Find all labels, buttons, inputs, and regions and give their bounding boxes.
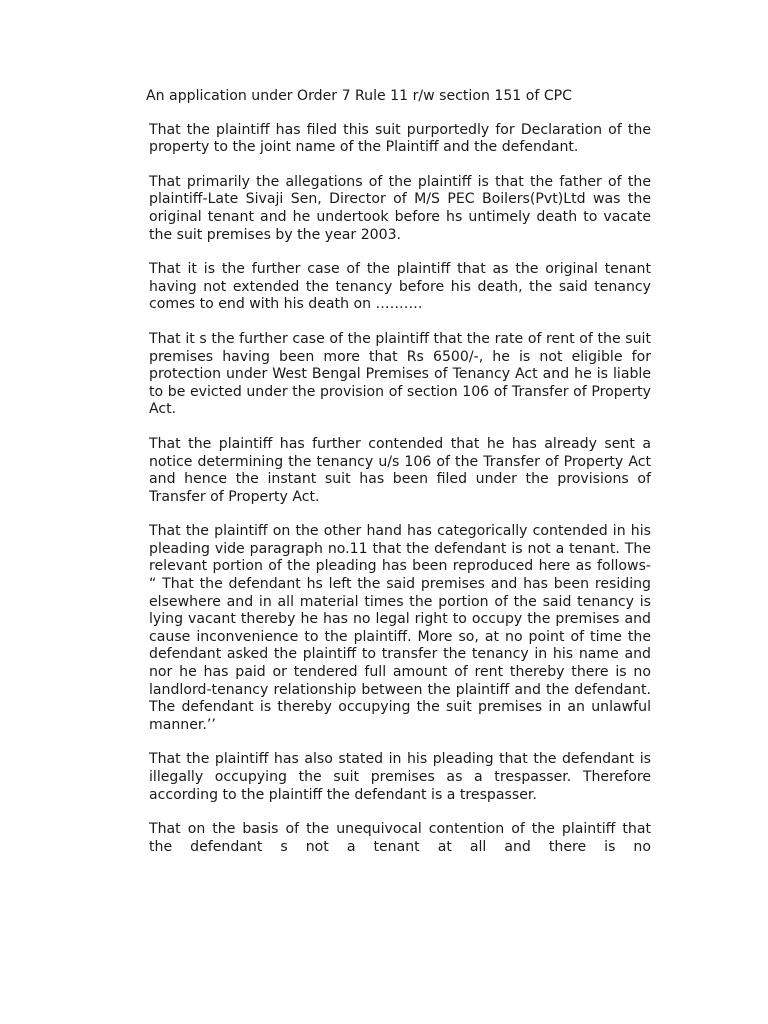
paragraph-declaration: That the plaintiff has filed this suit purportedly for Declaration of the property to the joint name of the Plaintiff and the defendant. bbox=[149, 121, 651, 156]
document-body bbox=[146, 88, 651, 873]
paragraph-contention: That on the basis of the unequivocal contention of the plaintiff that the defendant s not a tenant at all and there is no bbox=[149, 821, 651, 855]
paragraph-trespasser: That the plaintiff has also stated in his pleading that the defendant is illegally occupying the suit premises as a trespasser. Therefore according to the plaintiff the defendant is a trespasser. bbox=[149, 751, 651, 803]
paragraph-notice: That the plaintiff has further contended that he has already sent a notice determining the tenancy u/s 106 of the Transfer of Property Act and hence the instant suit has been filed under the provisions of Transfer of Property Act. bbox=[149, 435, 651, 505]
paragraph-pleading-quote: That the plaintiff on the other hand has categorically contended in his pleading vide paragraph no.11 that the defendant is not a tenant. The relevant portion of the pleading has been reproduced here as follows- “ That the defendant hs left the said premises and has been residing elsewhere and in all material times the portion of the said tenancy is lying vacant thereby he has no legal right to occupy the premises and cause inconvenience to the plaintiff. More so, at no point of time the defendant asked the plaintiff to transfer the tenancy in his name and nor he has paid or tendered full amount of rent thereby there is no landlord-tenancy relationship between the plaintiff and the defendant. The defendant is thereby occupying the suit premises in an unlawful manner.’’ bbox=[149, 523, 651, 733]
paragraph-rent-rate: That it s the further case of the plaintiff that the rate of rent of the suit premises having been more that Rs 6500/-, he is not eligible for protection under West Bengal Premises of Tenancy Act and he is liable to be evicted under the provision of section 106 of Transfer of Property Act. bbox=[149, 330, 651, 418]
paragraph-allegations: That primarily the allegations of the plaintiff is that the father of the plaintiff-Late Sivaji Sen, Director of M/S PEC Boilers(Pvt)Ltd was the original tenant and he undertook before hs untimely death to vacate the suit premises by the year 2003. bbox=[149, 173, 651, 243]
paragraph-tenancy-end: That it is the further case of the plaintiff that as the original tenant having not extended the tenancy before his death, the said tenancy comes to end with his death on ………. bbox=[149, 261, 651, 313]
document-title: An application under Order 7 Rule 11 r/w section 151 of CPC bbox=[146, 88, 572, 104]
